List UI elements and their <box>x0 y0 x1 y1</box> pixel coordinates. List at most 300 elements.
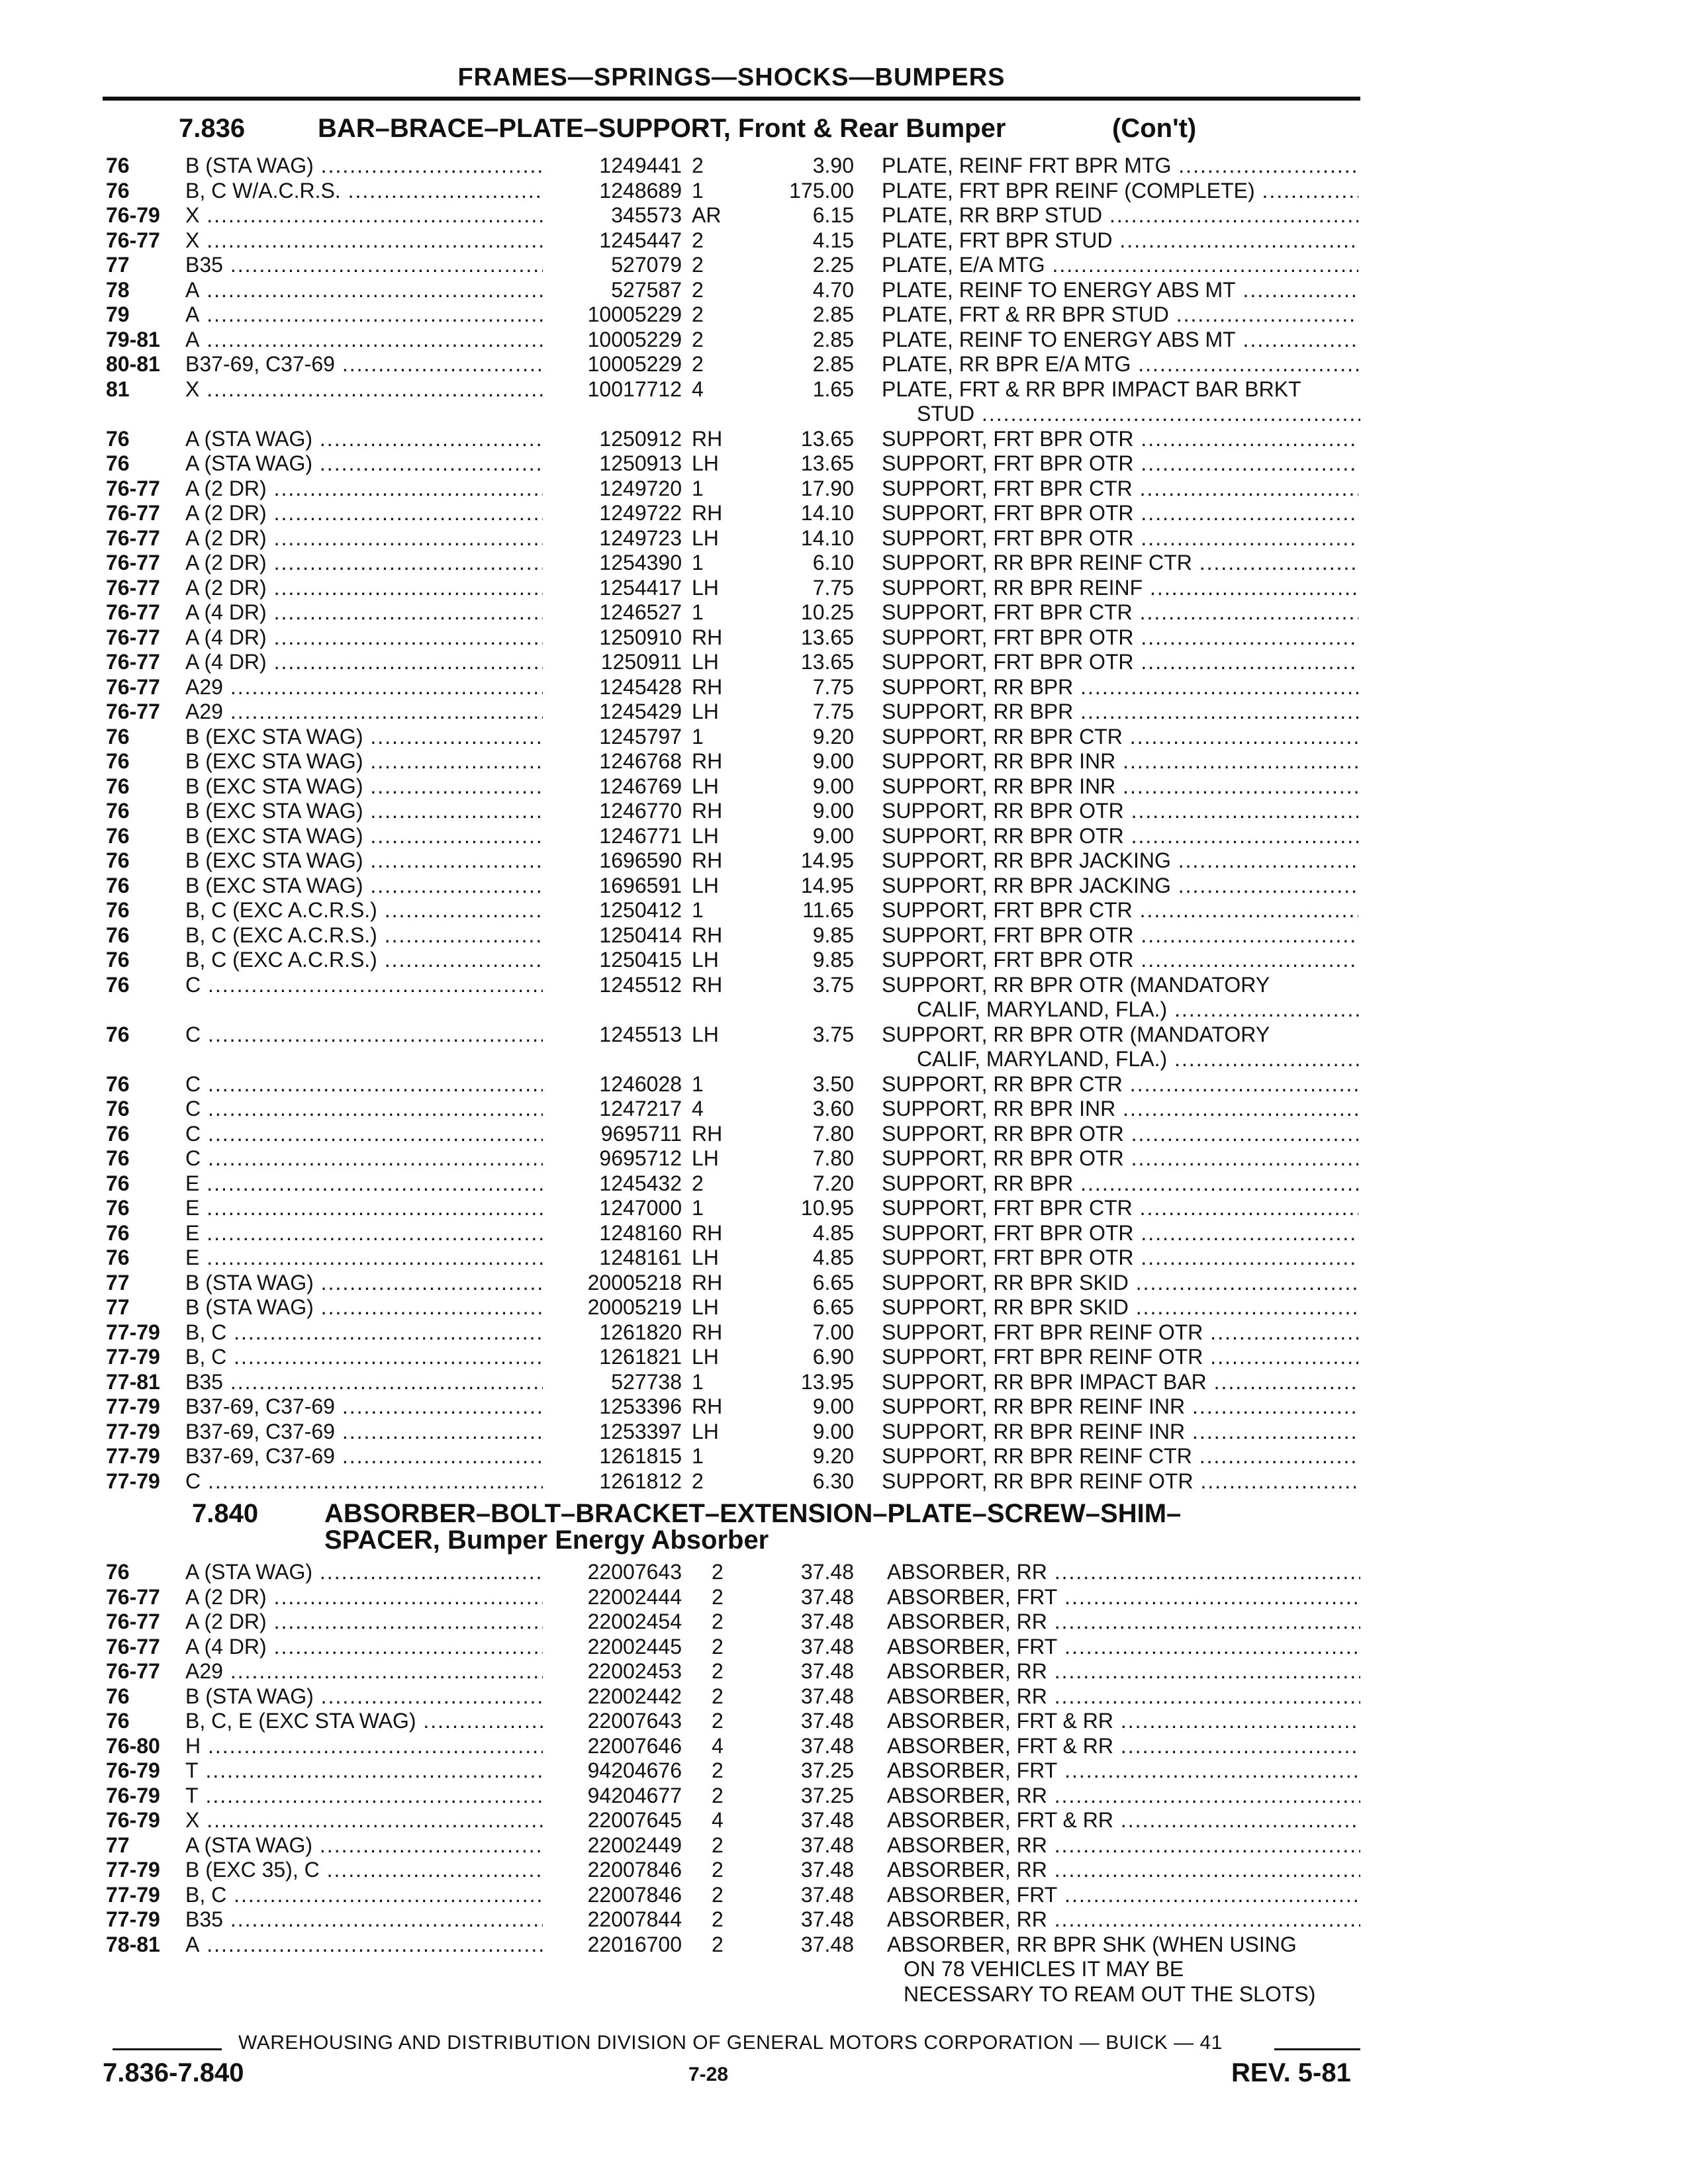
description-cell: SUPPORT, RR BPR CTR ..... <box>882 1072 1358 1097</box>
price-cell: 9.00 <box>812 799 854 823</box>
model-cell: B (EXC STA WAG) ..... <box>185 824 543 849</box>
year-cell: 76 <box>106 1022 130 1046</box>
quantity-cell: RH <box>692 1270 723 1295</box>
quantity-cell: RH <box>692 799 723 823</box>
model-cell: A (2 DR) ..... <box>185 551 543 576</box>
part-number-cell: 20005218 <box>587 1270 682 1295</box>
part-number-cell: 527079 <box>611 253 682 277</box>
price-cell: 37.48 <box>800 1659 854 1683</box>
price-cell: 9.20 <box>812 724 854 749</box>
quantity-cell: 2 <box>692 253 704 277</box>
price-cell: 37.25 <box>800 1783 854 1807</box>
quantity-cell: 2 <box>712 1882 724 1907</box>
description-cell: ABSORBER, RR ..... <box>887 1858 1360 1883</box>
model-cell: A (4 DR) ..... <box>185 625 543 651</box>
table-row <box>0 1246 1688 1271</box>
model-cell: C ..... <box>185 1122 543 1147</box>
quantity-cell: 2 <box>712 1907 724 1931</box>
year-cell: 76 <box>106 154 130 177</box>
quantity-cell: LH <box>692 1345 719 1369</box>
description-cell: SUPPORT, RR BPR OTR (MANDATORY <box>882 1022 1270 1046</box>
table-row <box>0 1709 1688 1734</box>
price-cell: 13.65 <box>800 625 854 649</box>
quantity-cell: LH <box>692 650 719 674</box>
table-row <box>0 799 1688 824</box>
price-cell: 37.48 <box>800 1858 854 1882</box>
part-number-cell: 1250912 <box>599 426 682 451</box>
table-row-continuation <box>0 1957 1688 1982</box>
quantity-cell: 1 <box>692 1369 704 1394</box>
price-cell: 7.80 <box>812 1146 854 1170</box>
description-cell: PLATE, REINF TO ENERGY ABS MT ..... <box>882 328 1358 353</box>
price-cell: 37.48 <box>800 1833 854 1857</box>
model-cell: A ..... <box>185 278 543 303</box>
year-cell: 76 <box>106 948 130 972</box>
quantity-cell: 2 <box>712 1610 724 1633</box>
section-cont: (Con't) <box>1112 114 1197 143</box>
description-cell: SUPPORT, RR BPR ..... <box>882 700 1358 725</box>
year-cell: 76-77 <box>106 228 160 252</box>
part-number-cell: 22007646 <box>587 1733 682 1758</box>
model-cell: B (STA WAG) ..... <box>185 1295 543 1320</box>
model-cell: A (4 DR) ..... <box>185 1635 543 1660</box>
model-cell: A (2 DR) ..... <box>185 477 543 502</box>
description-continuation: ON 78 VEHICLES IT MAY BE <box>904 1957 1184 1981</box>
model-cell: A (STA WAG) ..... <box>185 451 543 477</box>
year-cell: 76 <box>106 1709 130 1733</box>
year-cell: 77-79 <box>106 1907 160 1931</box>
price-cell: 37.48 <box>800 1907 854 1931</box>
table-row <box>0 352 1688 377</box>
part-number-cell: 1245432 <box>599 1171 682 1195</box>
part-number-cell: 10017712 <box>587 377 682 401</box>
quantity-cell: 2 <box>712 1833 724 1857</box>
description-cell: PLATE, RR BPR E/A MTG ..... <box>882 352 1358 377</box>
model-cell: X ..... <box>185 228 543 253</box>
part-number-cell: 10005229 <box>587 352 682 376</box>
description-cell: PLATE, E/A MTG ..... <box>882 253 1358 278</box>
part-number-cell: 22007844 <box>587 1907 682 1931</box>
quantity-cell: 2 <box>692 1469 704 1493</box>
quantity-cell: 1 <box>692 600 704 624</box>
description-cell: SUPPORT, FRT BPR OTR ..... <box>882 1221 1358 1246</box>
part-number-cell: 1246770 <box>599 799 682 823</box>
year-cell: 78 <box>106 277 130 302</box>
model-cell: B37-69, C37-69 ..... <box>185 1444 543 1469</box>
page-header: FRAMES—SPRINGS—SHOCKS—BUMPERS <box>457 64 1006 91</box>
quantity-cell: AR <box>692 203 722 227</box>
description-cell: SUPPORT, RR BPR JACKING ..... <box>882 848 1358 874</box>
part-number-cell: 1249720 <box>599 476 682 500</box>
year-cell: 79-81 <box>106 327 160 351</box>
model-cell: A ..... <box>185 328 543 353</box>
part-number-cell: 1261821 <box>599 1345 682 1369</box>
description-cell: SUPPORT, FRT BPR CTR ..... <box>882 898 1358 923</box>
description-cell: ABSORBER, FRT ..... <box>887 1635 1360 1660</box>
table-row <box>0 1196 1688 1221</box>
description-cell: ABSORBER, FRT & RR ..... <box>887 1734 1360 1759</box>
price-cell: 7.75 <box>812 674 854 699</box>
description-cell: SUPPORT, FRT BPR OTR ..... <box>882 948 1358 973</box>
table-row <box>0 228 1688 253</box>
price-cell: 37.48 <box>800 1932 854 1956</box>
price-cell: 6.65 <box>812 1295 854 1319</box>
model-cell: B, C ..... <box>185 1320 543 1345</box>
model-cell: B (STA WAG) ..... <box>185 1271 543 1296</box>
price-cell: 7.80 <box>812 1121 854 1146</box>
part-number-cell: 22002454 <box>587 1610 682 1633</box>
model-cell: E ..... <box>185 1246 543 1271</box>
quantity-cell: 4 <box>692 1097 704 1120</box>
description-cell: SUPPORT, FRT BPR OTR ..... <box>882 1246 1358 1271</box>
year-cell: 76 <box>106 799 130 823</box>
price-cell: 37.48 <box>800 1610 854 1633</box>
part-number-cell: 22007643 <box>587 1709 682 1733</box>
year-cell: 77 <box>106 1833 130 1857</box>
description-cell: SUPPORT, RR BPR REINF CTR ..... <box>882 551 1358 576</box>
quantity-cell: 2 <box>712 1858 724 1882</box>
quantity-cell: 4 <box>692 377 704 401</box>
quantity-cell: 2 <box>712 1932 724 1956</box>
description-cell: SUPPORT, RR BPR INR ..... <box>882 1097 1358 1122</box>
footer-text: WAREHOUSING AND DISTRIBUTION DIVISION OF GENERAL MOTORS CORPORATION — BUICK — 41 <box>238 2032 1223 2054</box>
price-cell: 6.90 <box>812 1345 854 1369</box>
part-number-cell: 1253396 <box>599 1394 682 1418</box>
price-cell: 2.85 <box>812 327 854 351</box>
quantity-cell: LH <box>692 774 719 798</box>
quantity-cell: 1 <box>692 476 704 500</box>
description-cell: SUPPORT, RR BPR REINF INR ..... <box>882 1394 1358 1420</box>
model-cell: E ..... <box>185 1221 543 1246</box>
price-cell: 17.90 <box>800 476 854 500</box>
table-row <box>0 824 1688 849</box>
quantity-cell: 1 <box>692 724 704 749</box>
part-number-cell: 1246028 <box>599 1071 682 1096</box>
price-cell: 9.00 <box>812 774 854 798</box>
price-cell: 4.70 <box>812 277 854 302</box>
part-number-cell: 22002442 <box>587 1684 682 1708</box>
model-cell: B35 ..... <box>185 253 543 278</box>
model-cell: X ..... <box>185 1808 543 1833</box>
table-row <box>0 923 1688 948</box>
price-cell: 37.48 <box>800 1733 854 1758</box>
part-number-cell: 1250412 <box>599 898 682 922</box>
part-number-cell: 527587 <box>611 277 682 302</box>
model-cell: B, C (EXC A.C.R.S.) ..... <box>185 923 543 948</box>
year-cell: 76-79 <box>106 1808 160 1832</box>
quantity-cell: 2 <box>712 1560 724 1584</box>
table-row <box>0 1295 1688 1320</box>
table-row <box>0 253 1688 278</box>
year-cell: 76-77 <box>106 625 160 649</box>
description-cell: SUPPORT, RR BPR JACKING ..... <box>882 874 1358 899</box>
model-cell: C ..... <box>185 1072 543 1097</box>
table-row <box>0 1635 1688 1660</box>
part-number-cell: 22002444 <box>587 1584 682 1609</box>
description-cell: SUPPORT, FRT BPR OTR ..... <box>882 650 1358 675</box>
year-cell: 77-79 <box>106 1469 160 1493</box>
price-cell: 11.65 <box>802 898 854 922</box>
description-continuation: STUD ..... <box>917 402 1360 427</box>
table-row <box>0 1345 1688 1370</box>
table-row <box>0 1221 1688 1246</box>
quantity-cell: RH <box>692 625 723 649</box>
price-cell: 13.65 <box>800 650 854 674</box>
quantity-cell: LH <box>692 1022 719 1046</box>
part-number-cell: 20005219 <box>587 1295 682 1319</box>
table-row <box>0 1560 1688 1585</box>
year-cell: 76-77 <box>106 650 160 674</box>
description-cell: SUPPORT, FRT BPR CTR ..... <box>882 1196 1358 1221</box>
header-rule <box>103 97 1360 101</box>
year-cell: 76 <box>106 724 130 749</box>
table-row <box>0 1420 1688 1445</box>
year-cell: 76 <box>106 923 130 947</box>
price-cell: 9.00 <box>812 823 854 848</box>
table-row <box>0 302 1688 328</box>
description-cell: ABSORBER, RR ..... <box>887 1610 1360 1635</box>
quantity-cell: 2 <box>712 1584 724 1609</box>
price-cell: 6.10 <box>812 551 854 574</box>
description-cell: SUPPORT, RR BPR SKID ..... <box>882 1271 1358 1296</box>
model-cell: B35 ..... <box>185 1370 543 1395</box>
description-cell: ABSORBER, RR ..... <box>887 1560 1360 1585</box>
quantity-cell: 2 <box>712 1709 724 1733</box>
price-cell: 7.75 <box>812 575 854 600</box>
model-cell: B37-69, C37-69 ..... <box>185 352 543 377</box>
table-row <box>0 625 1688 651</box>
price-cell: 13.65 <box>800 426 854 451</box>
year-cell: 76-77 <box>106 700 160 723</box>
price-cell: 3.90 <box>812 154 854 177</box>
table-row <box>0 1146 1688 1171</box>
quantity-cell: LH <box>692 1419 719 1443</box>
model-cell: B, C ..... <box>185 1883 543 1908</box>
quantity-cell: LH <box>692 1146 719 1170</box>
section-rows <box>0 1560 1688 2007</box>
table-row <box>0 898 1688 923</box>
table-row <box>0 1858 1688 1883</box>
description-cell: PLATE, FRT BPR REINF (COMPLETE) ..... <box>882 179 1358 204</box>
price-cell: 6.30 <box>812 1469 854 1493</box>
quantity-cell: LH <box>692 525 719 550</box>
part-number-cell: 1250911 <box>600 650 682 674</box>
price-cell: 4.85 <box>812 1246 854 1269</box>
part-number-cell: 22002453 <box>587 1659 682 1683</box>
table-row <box>0 749 1688 774</box>
year-cell: 76 <box>106 774 130 798</box>
quantity-cell: LH <box>692 1295 719 1319</box>
section-title: BAR–BRACE–PLATE–SUPPORT, Front & Rear Bumper <box>318 114 1006 143</box>
year-cell: 76-79 <box>106 203 160 227</box>
quantity-cell: 1 <box>692 178 704 203</box>
year-cell: 76-77 <box>106 1634 160 1659</box>
price-cell: 3.50 <box>812 1071 854 1096</box>
description-cell: SUPPORT, RR BPR OTR ..... <box>882 1146 1358 1171</box>
part-number-cell: 1249723 <box>599 525 682 550</box>
year-cell: 77-79 <box>106 1345 160 1369</box>
description-cell: ABSORBER, FRT ..... <box>887 1758 1360 1784</box>
model-cell: C ..... <box>185 1146 543 1171</box>
table-row <box>0 1784 1688 1809</box>
year-cell: 76 <box>106 1246 130 1269</box>
section-number: 7.836 <box>179 114 246 143</box>
year-cell: 76-77 <box>106 674 160 699</box>
table-row <box>0 526 1688 551</box>
table-row <box>0 848 1688 874</box>
part-number-cell: 1249722 <box>599 501 682 525</box>
model-cell: A (2 DR) ..... <box>185 576 543 601</box>
year-cell: 76 <box>106 898 130 922</box>
model-cell: B (STA WAG) ..... <box>185 154 543 179</box>
year-cell: 76 <box>106 873 130 897</box>
year-cell: 79 <box>106 302 130 326</box>
price-cell: 4.85 <box>812 1220 854 1245</box>
part-number-cell: 22002449 <box>587 1833 682 1857</box>
model-cell: C ..... <box>185 1023 543 1048</box>
model-cell: B (STA WAG) ..... <box>185 1684 543 1709</box>
quantity-cell: RH <box>692 1220 723 1245</box>
quantity-cell: LH <box>692 700 719 723</box>
description-cell: PLATE, RR BRP STUD ..... <box>882 203 1358 228</box>
model-cell: E ..... <box>185 1196 543 1221</box>
part-number-cell: 1247217 <box>599 1097 682 1120</box>
quantity-cell: 2 <box>692 228 704 252</box>
description-cell: ABSORBER, RR ..... <box>887 1684 1360 1709</box>
description-cell: SUPPORT, RR BPR REINF ..... <box>882 576 1358 601</box>
price-cell: 9.20 <box>812 1444 854 1468</box>
year-cell: 77-79 <box>106 1394 160 1418</box>
part-number-cell: 1250910 <box>599 625 682 649</box>
table-row <box>0 1734 1688 1759</box>
description-cell: SUPPORT, FRT BPR OTR ..... <box>882 427 1358 452</box>
year-cell: 76-77 <box>106 525 160 550</box>
quantity-cell: 4 <box>712 1733 724 1758</box>
model-cell: B, C ..... <box>185 1345 543 1370</box>
quantity-cell: RH <box>692 501 723 525</box>
year-cell: 76 <box>106 178 130 203</box>
table-row <box>0 1758 1688 1784</box>
price-cell: 7.75 <box>812 700 854 723</box>
table-row <box>0 973 1688 998</box>
description-cell: SUPPORT, FRT BPR OTR ..... <box>882 923 1358 948</box>
price-cell: 37.48 <box>800 1709 854 1733</box>
table-row <box>0 650 1688 675</box>
model-cell: B, C (EXC A.C.R.S.) ..... <box>185 898 543 923</box>
model-cell: C ..... <box>185 973 543 998</box>
model-cell: A ..... <box>185 302 543 328</box>
table-row-continuation <box>0 1982 1688 2007</box>
quantity-cell: RH <box>692 1121 723 1146</box>
table-row <box>0 1444 1688 1469</box>
model-cell: A (2 DR) ..... <box>185 501 543 526</box>
price-cell: 4.15 <box>812 228 854 252</box>
price-cell: 6.15 <box>812 203 854 227</box>
table-row <box>0 1610 1688 1635</box>
quantity-cell: RH <box>692 923 723 947</box>
model-cell: T ..... <box>185 1758 543 1784</box>
footer-rule-right <box>1274 2048 1360 2050</box>
table-row <box>0 1394 1688 1420</box>
model-cell: B37-69, C37-69 ..... <box>185 1420 543 1445</box>
quantity-cell: 2 <box>692 154 704 177</box>
description-cell: ABSORBER, RR ..... <box>887 1833 1360 1858</box>
part-number-cell: 22007846 <box>587 1858 682 1882</box>
model-cell: B37-69, C37-69 ..... <box>185 1394 543 1420</box>
part-number-cell: 9695712 <box>599 1146 682 1170</box>
table-row <box>0 675 1688 700</box>
model-cell: A (4 DR) ..... <box>185 600 543 625</box>
description-continuation: NECESSARY TO REAM OUT THE SLOTS) <box>904 1981 1316 2006</box>
description-cell: SUPPORT, RR BPR ..... <box>882 675 1358 700</box>
price-cell: 14.95 <box>800 848 854 872</box>
footer-section-range: 7.836-7.840 <box>103 2058 244 2087</box>
description-cell: ABSORBER, FRT ..... <box>887 1883 1360 1908</box>
description-cell: SUPPORT, RR BPR OTR ..... <box>882 824 1358 849</box>
year-cell: 76 <box>106 972 130 997</box>
description-cell: SUPPORT, RR BPR SKID ..... <box>882 1295 1358 1320</box>
quantity-cell: 2 <box>712 1758 724 1782</box>
model-cell: B (EXC STA WAG) ..... <box>185 874 543 899</box>
footer-rule-left <box>113 2048 222 2050</box>
part-number-cell: 1254390 <box>599 551 682 574</box>
price-cell: 37.48 <box>800 1882 854 1907</box>
model-cell: B, C W/A.C.R.S. ..... <box>185 179 543 204</box>
year-cell: 76 <box>106 451 130 475</box>
description-cell: ABSORBER, RR BPR SHK (WHEN USING <box>887 1932 1297 1956</box>
price-cell: 3.75 <box>812 1022 854 1046</box>
quantity-cell: 2 <box>712 1684 724 1708</box>
quantity-cell: 1 <box>692 1196 704 1220</box>
description-cell: ABSORBER, RR ..... <box>887 1907 1360 1933</box>
model-cell: A (STA WAG) ..... <box>185 427 543 452</box>
description-cell: PLATE, FRT BPR STUD ..... <box>882 228 1358 253</box>
table-row <box>0 600 1688 625</box>
table-row <box>0 700 1688 725</box>
description-cell: SUPPORT, RR BPR INR ..... <box>882 774 1358 799</box>
description-cell: SUPPORT, FRT BPR CTR ..... <box>882 477 1358 502</box>
model-cell: B (EXC STA WAG) ..... <box>185 749 543 774</box>
year-cell: 76 <box>106 848 130 872</box>
year-cell: 76-77 <box>106 1584 160 1609</box>
part-number-cell: 1261820 <box>599 1320 682 1344</box>
table-row <box>0 1072 1688 1097</box>
price-cell: 9.00 <box>812 1419 854 1443</box>
part-number-cell: 94204676 <box>587 1758 682 1782</box>
part-number-cell: 1261815 <box>599 1444 682 1468</box>
quantity-cell: LH <box>692 873 719 897</box>
quantity-cell: LH <box>692 451 719 475</box>
description-cell: PLATE, FRT & RR BPR STUD ..... <box>882 302 1358 328</box>
table-row <box>0 551 1688 576</box>
model-cell: A29 ..... <box>185 1659 543 1684</box>
part-number-cell: 22002445 <box>587 1634 682 1659</box>
year-cell: 76 <box>106 1171 130 1195</box>
part-number-cell: 1246768 <box>599 749 682 773</box>
table-row <box>0 377 1688 402</box>
year-cell: 77-79 <box>106 1882 160 1907</box>
quantity-cell: 2 <box>692 327 704 351</box>
part-number-cell: 1245447 <box>599 228 682 252</box>
model-cell: H ..... <box>185 1734 543 1759</box>
description-cell: SUPPORT, RR BPR OTR (MANDATORY <box>882 972 1270 997</box>
quantity-cell: RH <box>692 1320 723 1344</box>
description-cell: SUPPORT, FRT BPR OTR ..... <box>882 501 1358 526</box>
table-row <box>0 477 1688 502</box>
table-row <box>0 1320 1688 1345</box>
quantity-cell: RH <box>692 749 723 773</box>
year-cell: 76 <box>106 1097 130 1120</box>
